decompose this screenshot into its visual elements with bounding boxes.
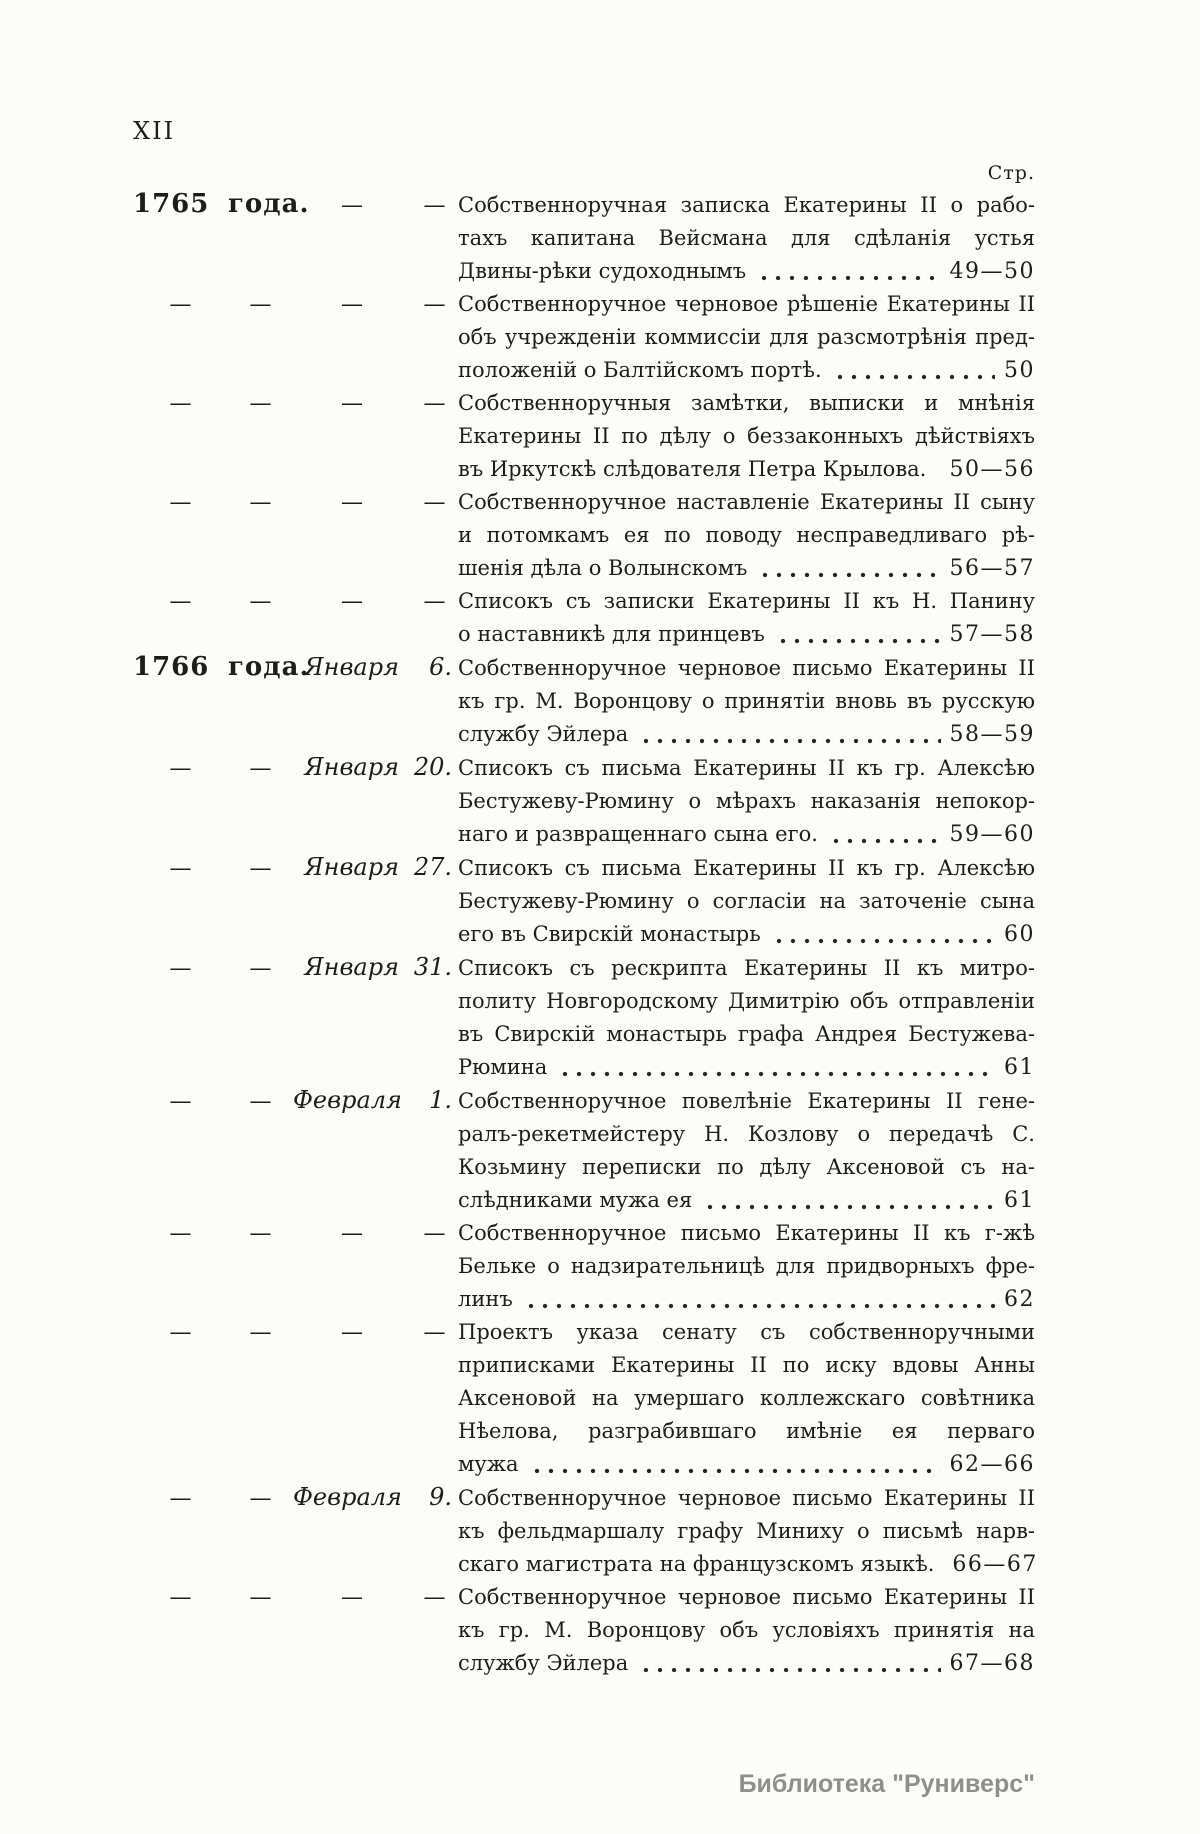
toc-entry — [133, 1481, 1038, 1581]
entry-leader-line — [458, 918, 1035, 951]
entry-day: — — [423, 391, 446, 416]
entry-month: Января — [304, 853, 399, 881]
entry-leader-line — [458, 1051, 1035, 1084]
entry-leader-line — [458, 1448, 1035, 1481]
entry-month: — — [341, 1585, 363, 1610]
entry-pages: 58—59 — [949, 722, 1035, 747]
entry-text-line: Собственноручное черновое письмо Екатерины II — [458, 1486, 1035, 1510]
entry-pages: 62 — [1004, 1287, 1035, 1312]
dot-leader — [935, 453, 940, 486]
entry-year-word1: 1765 — [133, 189, 210, 219]
entry-year-word1: — — [169, 1486, 192, 1511]
entry-text — [458, 1482, 1038, 1581]
entry-year-word1: — — [169, 1089, 192, 1114]
entry-leader-line — [458, 718, 1035, 751]
toc-entry — [133, 288, 1035, 387]
entry-pages: 50 — [1004, 358, 1035, 383]
entry-month: Февраля — [293, 1483, 402, 1511]
toc-entry — [133, 651, 1035, 751]
dot-leader — [701, 1184, 995, 1217]
dot-leader — [755, 255, 940, 288]
entry-text-line: Собственноручныя замѣтки, выписки и мнѣнія — [458, 391, 1035, 415]
entry-lines — [458, 852, 1035, 918]
entry-leader-line — [458, 255, 1035, 288]
page-column-header: Стр. — [987, 162, 1035, 184]
toc-entry — [133, 1316, 1035, 1481]
entry-month: — — [341, 490, 363, 515]
entry-year-word2: — — [249, 1585, 272, 1610]
entry-leader-text: мужа — [458, 1452, 519, 1476]
toc-entry — [133, 751, 1035, 851]
entry-text — [458, 1316, 1035, 1481]
page-number: XII — [133, 117, 176, 145]
entry-text — [458, 852, 1035, 951]
entry-pages: 60 — [1004, 922, 1035, 947]
entry-leader-text: шенія дѣла о Волынскомъ — [458, 556, 748, 580]
entry-month: Января — [304, 753, 399, 781]
entry-year-word2: — — [249, 490, 272, 515]
toc-entry — [133, 1217, 1035, 1316]
page-content — [133, 0, 1038, 1680]
dot-leader — [774, 618, 941, 651]
entry-leader-text: скаго магистрата на французскомъ языкѣ. — [458, 1552, 935, 1576]
entry-month: — — [341, 589, 363, 614]
entry-text — [458, 189, 1035, 288]
entry-leader-line — [458, 1548, 1038, 1581]
entry-leader-line — [458, 552, 1035, 585]
entry-text — [458, 585, 1035, 651]
entry-text-line: Списокъ съ письма Екатерины II къ гр. Алексѣю — [458, 856, 1035, 880]
entry-day: — — [423, 292, 446, 317]
entry-lines — [458, 1316, 1035, 1448]
entry-lines — [458, 387, 1035, 453]
entry-leader-text: въ Иркутскѣ слѣдователя Петра Крылова. — [458, 457, 927, 481]
entry-text-line: Списокъ съ рескрипта Екатерины II къ митро- — [458, 956, 1035, 980]
entry-year-word2: — — [249, 956, 272, 981]
entry-day: 6. — [429, 653, 452, 681]
entry-text-line: Собственноручное повелѣніе Екатерины II гене- — [458, 1089, 1035, 1113]
entry-year-word1: — — [169, 1320, 192, 1345]
entry-day: — — [423, 193, 446, 218]
entry-lines — [458, 288, 1035, 354]
entry-text-line: Списокъ съ записки Екатерины II къ Н. Панину — [458, 589, 1035, 613]
entry-year-word2: — — [249, 1089, 272, 1114]
entry-year-word2: — — [249, 1486, 272, 1511]
entry-leader-text: слѣдниками мужа ея — [458, 1188, 693, 1212]
entry-text — [458, 952, 1035, 1084]
library-watermark: Библиотека "Руниверс" — [738, 1770, 1035, 1798]
entry-day: — — [423, 490, 446, 515]
entry-lines — [458, 1581, 1035, 1647]
entry-pages: 61 — [1004, 1055, 1035, 1080]
entry-pages: 62—66 — [949, 1452, 1035, 1477]
entry-leader-text: о наставникѣ для принцевъ — [458, 622, 765, 646]
entry-month: Февраля — [293, 1086, 402, 1114]
entry-year-word2: года. — [228, 189, 310, 219]
toc-entry — [133, 585, 1035, 651]
entry-text-line: и потомкамъ ея по поводу несправедливаго рѣ- — [458, 523, 1035, 547]
entry-text-line: Собственноручное письмо Екатерины II къ г-жѣ — [458, 1221, 1035, 1245]
entry-text — [458, 387, 1035, 486]
entry-year-word1: — — [169, 756, 192, 781]
entry-leader-text: наго и развращеннаго сына его. — [458, 822, 818, 846]
entry-text-line: тахъ капитана Вейсмана для сдѣланія устья — [458, 226, 1035, 250]
entry-day: — — [423, 1221, 446, 1246]
entry-leader-line — [458, 818, 1035, 851]
entry-day: 27. — [413, 853, 452, 881]
entry-leader-text: положеній о Балтійскомъ портѣ. — [458, 358, 822, 382]
entry-lines — [458, 189, 1035, 255]
entry-year-word2: года. — [228, 652, 310, 682]
toc-entry — [133, 1084, 1035, 1217]
entry-pages: 59—60 — [949, 822, 1035, 847]
entry-year-word2: — — [249, 589, 272, 614]
entry-pages: 49—50 — [949, 259, 1035, 284]
entry-month: — — [341, 193, 363, 218]
entry-day: — — [423, 1320, 446, 1345]
toc-entries — [133, 188, 1038, 1680]
entry-year-word2: — — [249, 391, 272, 416]
entry-leader-text: службу Эйлера — [458, 1651, 629, 1675]
entry-day: 1. — [429, 1086, 452, 1114]
entry-year-word2: — — [249, 1320, 272, 1345]
entry-text-line: Собственноручное черновое письмо Екатерины II — [458, 656, 1035, 680]
entry-text-line: приписками Екатерины II по иску вдовы Анны — [458, 1353, 1035, 1377]
entry-text-line: Проектъ указа сенату съ собственноручными — [458, 1320, 1035, 1344]
entry-text-line: Козьмину переписки по дѣлу Аксеновой съ на- — [458, 1155, 1035, 1179]
dot-leader — [637, 718, 940, 751]
entry-lines — [458, 486, 1035, 552]
entry-pages: 56—57 — [949, 556, 1035, 581]
entry-text-line: ралъ-рекетмейстеру Н. Козлову о передачѣ С. — [458, 1122, 1035, 1146]
entry-text — [458, 1217, 1035, 1316]
entry-year-word1: — — [169, 1221, 192, 1246]
entry-text-line: Собственноручное черновое письмо Екатерины II — [458, 1585, 1035, 1609]
entry-pages: 50—56 — [949, 457, 1035, 482]
toc-entry — [133, 486, 1035, 585]
entry-month: Января — [304, 953, 399, 981]
entry-leader-line — [458, 618, 1035, 651]
entry-pages: 57—58 — [949, 622, 1035, 647]
entry-text-line: Собственноручное черновое рѣшеніе Екатерины II — [458, 292, 1035, 316]
entry-year-word2: — — [249, 292, 272, 317]
entry-text-line: Аксеновой на умершаго коллежскаго совѣтника — [458, 1386, 1035, 1410]
entry-day: 31. — [413, 953, 452, 981]
entry-text-line: къ фельдмаршалу графу Миниху о письмѣ нарв- — [458, 1519, 1035, 1543]
entry-text — [458, 652, 1035, 751]
entry-lines — [458, 1217, 1035, 1283]
toc-entry — [133, 851, 1035, 951]
toc-entry — [133, 1581, 1035, 1680]
entry-pages: 61 — [1004, 1188, 1035, 1213]
entry-leader-text: его въ Свирскій монастырь — [458, 922, 761, 946]
entry-text-line: Екатерины II по дѣлу о беззаконныхъ дѣйствіяхъ — [458, 424, 1035, 448]
dot-leader — [770, 918, 995, 951]
entry-year-word1: — — [169, 391, 192, 416]
entry-text-line: политу Новгородскому Димитрію объ отправленіи — [458, 989, 1035, 1013]
entry-leader-text: службу Эйлера — [458, 722, 629, 746]
entry-text-line: Бестужеву-Рюмину о согласіи на заточеніе сына — [458, 889, 1035, 913]
entry-month: — — [341, 391, 363, 416]
entry-text — [458, 288, 1035, 387]
entry-year-word1: — — [169, 856, 192, 881]
entry-text-line: Бестужеву-Рюмину о мѣрахъ наказанія непокор- — [458, 789, 1035, 813]
entry-text-line: въ Свирскій монастырь графа Андрея Бестужева- — [458, 1022, 1035, 1046]
toc-entry — [133, 951, 1035, 1084]
entry-year-word1: — — [169, 1585, 192, 1610]
entry-text-line: Собственноручное наставленіе Екатерины II сыну — [458, 490, 1035, 514]
dot-leader — [827, 818, 941, 851]
entry-leader-line — [458, 1647, 1035, 1680]
dot-leader — [831, 354, 995, 387]
entry-year-word1: — — [169, 292, 192, 317]
entry-year-word2: — — [249, 756, 272, 781]
entry-lines — [458, 1085, 1035, 1184]
entry-text-line: объ учрежденіи коммиссіи для разсмотрѣнія пред- — [458, 325, 1035, 349]
entry-text — [458, 486, 1035, 585]
entry-month: — — [341, 292, 363, 317]
entry-text-line: Бельке о надзирательницѣ для придворныхъ фре- — [458, 1254, 1035, 1278]
entry-lines — [458, 652, 1035, 718]
entry-month: — — [341, 1320, 363, 1345]
entry-text-line: Нѣелова, разграбившаго имѣніе ея перваго — [458, 1419, 1035, 1443]
entry-text — [458, 1085, 1035, 1217]
entry-day: — — [423, 589, 446, 614]
entry-lines — [458, 1482, 1035, 1548]
entry-leader-text: линъ — [458, 1287, 513, 1311]
dot-leader — [756, 552, 940, 585]
toc-entry — [133, 188, 1035, 288]
entry-day: — — [423, 1585, 446, 1610]
entry-year-word2: — — [249, 1221, 272, 1246]
entry-year-word1: 1766 — [133, 652, 210, 682]
toc-entry — [133, 387, 1035, 486]
entry-pages: 66—67 — [952, 1552, 1038, 1577]
entry-day: 20. — [413, 753, 452, 781]
entry-text-line: Списокъ съ письма Екатерины II къ гр. Алексѣю — [458, 756, 1035, 780]
entry-text — [458, 752, 1035, 851]
entry-lines — [458, 752, 1035, 818]
entry-text-line: къ гр. М. Воронцову о принятіи вновь въ русскую — [458, 689, 1035, 713]
entry-year-word1: — — [169, 956, 192, 981]
dot-leader — [556, 1051, 995, 1084]
entry-leader-text: Двины-рѣки судоходнымъ — [458, 259, 747, 283]
entry-lines — [458, 952, 1035, 1051]
entry-year-word2: — — [249, 856, 272, 881]
dot-leader — [637, 1647, 940, 1680]
entry-leader-text: Рюмина — [458, 1055, 548, 1079]
entry-leader-line — [458, 1283, 1035, 1316]
dot-leader — [528, 1448, 941, 1481]
entry-year-word1: — — [169, 589, 192, 614]
dot-leader — [522, 1283, 995, 1316]
entry-day: 9. — [429, 1483, 452, 1511]
entry-leader-line — [458, 354, 1035, 387]
entry-month: — — [341, 1221, 363, 1246]
entry-leader-line — [458, 453, 1035, 486]
entry-text-line: Собственноручная записка Екатерины II о рабо- — [458, 193, 1035, 217]
entry-year-word1: — — [169, 490, 192, 515]
entry-leader-line — [458, 1184, 1035, 1217]
entry-text-line: къ гр. М. Воронцову объ условіяхъ принятія на — [458, 1618, 1035, 1642]
entry-month: Января — [304, 653, 399, 681]
entry-text — [458, 1581, 1035, 1680]
entry-pages: 67—68 — [949, 1651, 1035, 1676]
entry-lines — [458, 585, 1035, 618]
